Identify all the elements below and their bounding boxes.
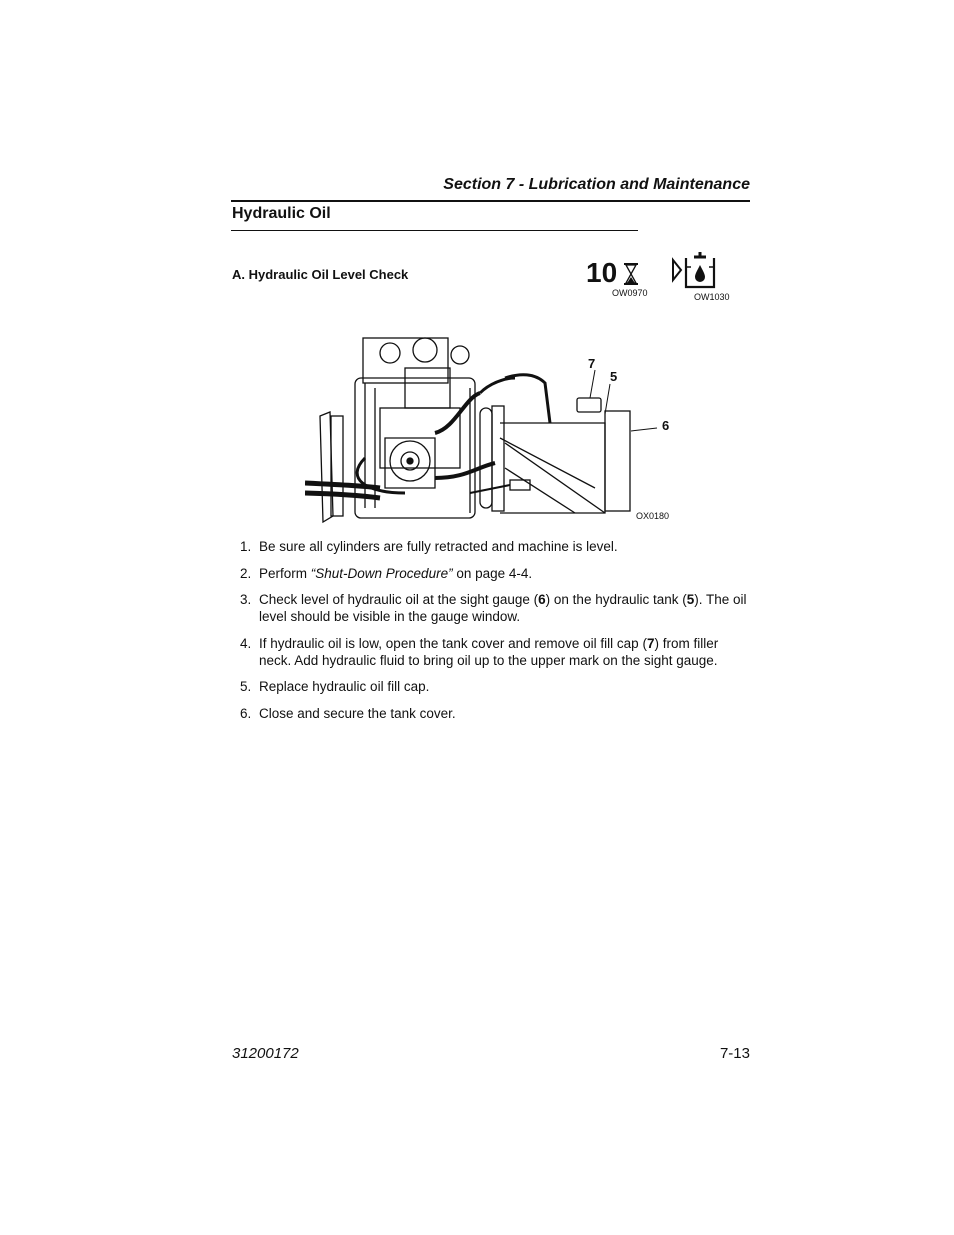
step-text: Perform [259,565,311,581]
step-text: Replace hydraulic oil fill cap. [259,679,430,694]
procedure-steps [240,538,751,731]
interval-code: OW0970 [612,288,648,298]
oil-symbol-code: OW1030 [694,292,730,302]
section-header: Section 7 - Lubrication and Maintenance [443,176,750,193]
hydraulic-oil-check-icon [669,250,719,290]
ref-number: 7 [646,635,655,651]
document-number: 31200172 [232,1045,299,1062]
step-number: 1. [240,539,252,554]
header-rule [231,200,750,202]
ref-number: 6 [538,592,546,607]
title-rule [231,230,638,231]
step-text: ) from filler neck. Add hydraulic fluid to bring oil up to the upper mark on the sight gauge. [259,635,719,668]
step-text: on page 4-4. [452,565,533,581]
step-text: ). The oil level should be visible in the gauge window. [259,592,747,624]
step-1 [240,538,751,555]
figure-code: OX0180 [636,511,670,521]
step-3 [240,591,751,625]
hourglass-icon [623,263,639,285]
step-text: Check level of hydraulic oil at the sight gauge ( [259,592,539,607]
hydraulic-pump-tank-illustration [305,328,675,528]
step-number: 2. [240,565,252,581]
step-text: Close and secure the tank cover. [259,705,456,721]
callout-hydraulic-tank: 5 [610,369,618,384]
page-number: 7-13 [719,1045,750,1062]
page-title: Hydraulic Oil [232,205,331,222]
step-4 [240,635,751,669]
interval-hours: 10 [586,257,618,288]
subsection-heading: A. Hydraulic Oil Level Check [232,267,409,282]
step-number: 3. [240,592,252,607]
step-number: 4. [240,635,252,651]
step-text: ) on the hydraulic tank ( [545,592,687,607]
step-number: 5. [240,679,252,694]
step-number: 6. [240,705,252,721]
callout-fill-cap: 7 [588,356,596,371]
step-text: If hydraulic oil is low, open the tank cover and remove oil fill cap ( [259,635,647,651]
callout-sight-gauge: 6 [662,418,670,433]
step-text: Be sure all cylinders are fully retracted and machine is level. [259,539,618,554]
step-5 [240,678,751,695]
procedure-reference: “Shut-Down Procedure” [310,565,453,581]
step-6 [240,705,751,722]
step-2 [240,565,751,582]
ref-number: 5 [686,592,695,607]
